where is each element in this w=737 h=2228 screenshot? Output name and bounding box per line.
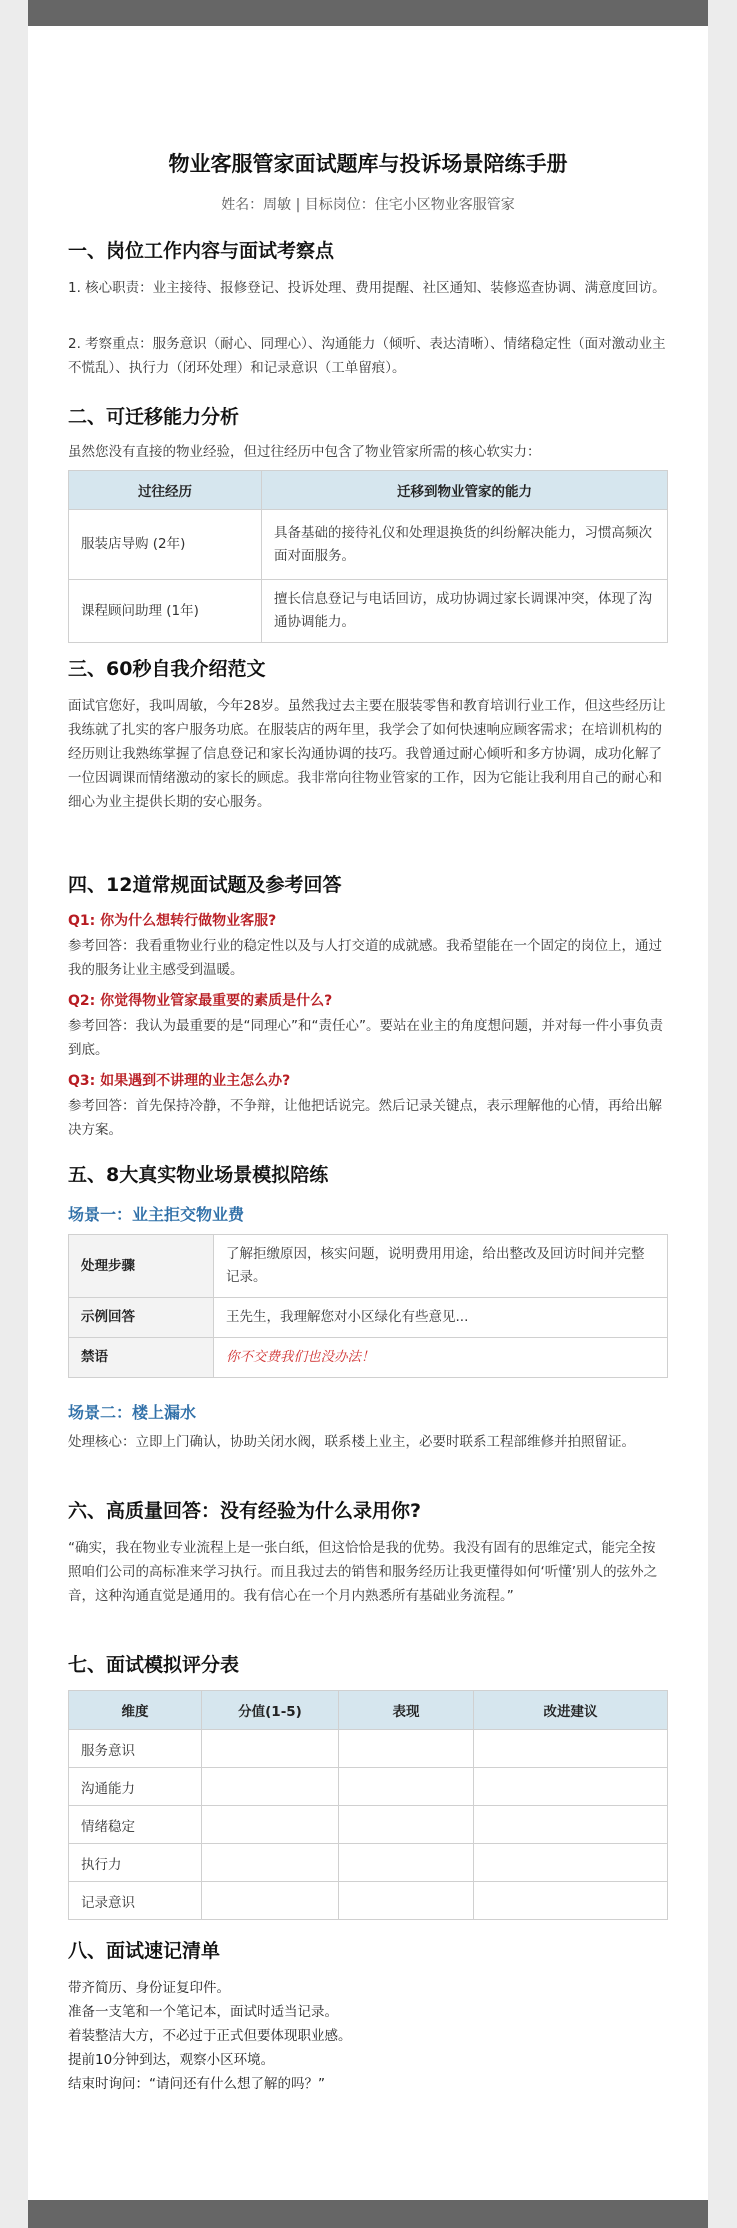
performance-cell[interactable] <box>339 1844 474 1882</box>
question-3: Q3: 如果遇到不讲理的业主怎么办? <box>68 1073 291 1089</box>
table-row <box>69 580 668 643</box>
table-row <box>69 1882 668 1920</box>
row-label: 禁语 <box>69 1338 214 1378</box>
section-2-heading: 二、可迁移能力分析 <box>68 406 240 428</box>
row-value: 了解拒缴原因，核实问题，说明费用用途，给出整改及回访时间并完整记录。 <box>214 1235 668 1298</box>
transferable-skills-table <box>68 470 668 643</box>
section-1-paragraph-1: 1. 核心职责：业主接待、报修登记、投诉处理、费用提醒、社区通知、装修巡查协调、满意度回访。 <box>68 280 666 296</box>
table-row <box>69 1844 668 1882</box>
section-7-heading: 七、面试模拟评分表 <box>68 1654 240 1676</box>
checklist <box>68 1976 668 2096</box>
row-label: 处理步骤 <box>69 1235 214 1298</box>
top-scroll-bar <box>28 0 708 26</box>
checklist-item: 结束时询问：“请问还有什么想了解的吗？” <box>68 2076 325 2092</box>
document-title: 物业客服管家面试题库与投诉场景陪练手册 <box>168 152 568 176</box>
scenario-1-table <box>68 1234 668 1378</box>
section-8-heading: 八、面试速记清单 <box>68 1940 221 1962</box>
ability-cell: 具备基础的接待礼仪和处理退换货的纠纷解决能力，习惯高频次面对面服务。 <box>262 510 668 580</box>
score-cell[interactable] <box>202 1806 339 1844</box>
experience-cell: 服装店导购 (2年) <box>69 510 262 580</box>
dimension-cell: 记录意识 <box>69 1882 202 1920</box>
ability-cell: 擅长信息登记与电话回访，成功协调过家长调课冲突，体现了沟通协调能力。 <box>262 580 668 643</box>
table-header-cell: 分值(1-5) <box>202 1691 339 1730</box>
performance-cell[interactable] <box>339 1806 474 1844</box>
answer-1: 参考回答：我看重物业行业的稳定性以及与人打交道的成就感。我希望能在一个固定的岗位上，通过我的服务让业主感受到温暖。 <box>68 938 662 978</box>
scoring-table <box>68 1690 668 1920</box>
section-4-heading: 四、12道常规面试题及参考回答 <box>68 874 342 896</box>
table-row <box>69 1730 668 1768</box>
self-introduction-text: 面试官您好，我叫周敏，今年28岁。虽然我过去主要在服装零售和教育培训行业工作，但这些经历让我练就了扎实的客户服务功底。在服装店的两年里，我学会了如何快速响应顾客需求；在培训机构的经历则让我熟练掌握了信息登记和家长沟通协调的技巧。我曾通过耐心倾听和多方协调，成功化解了一位因调课而情绪激动的家长的顾虑。我非常向往物业管家的工作，因为它能让我利用自己的耐心和细心为业主提供长期的安心服务。 <box>68 698 666 810</box>
table-header-cell: 过往经历 <box>69 471 262 510</box>
answer-3: 参考回答：首先保持冷静，不争辩，让他把话说完。然后记录关键点，表示理解他的心情，再给出解决方案。 <box>68 1098 662 1138</box>
table-row <box>69 1298 668 1338</box>
score-cell[interactable] <box>202 1730 339 1768</box>
suggestion-cell[interactable] <box>474 1844 668 1882</box>
suggestion-cell[interactable] <box>474 1806 668 1844</box>
answer-2: 参考回答：我认为最重要的是“同理心”和“责任心”。要站在业主的角度想问题，并对每一件小事负责到底。 <box>68 1018 663 1058</box>
dimension-cell: 执行力 <box>69 1844 202 1882</box>
dimension-cell: 服务意识 <box>69 1730 202 1768</box>
scenario-1-title: 场景一：业主拒交物业费 <box>68 1205 245 1224</box>
table-header-cell: 维度 <box>69 1691 202 1730</box>
table-row <box>69 510 668 580</box>
row-value: 王先生，我理解您对小区绿化有些意见... <box>214 1298 668 1338</box>
scenario-2-text: 处理核心：立即上门确认，协助关闭水阀，联系楼上业主，必要时联系工程部维修并拍照留证。 <box>68 1434 635 1450</box>
section-2-intro: 虽然您没有直接的物业经验，但过往经历中包含了物业管家所需的核心软实力： <box>68 444 541 460</box>
section-6-heading: 六、高质量回答：没有经验为什么录用你? <box>68 1500 422 1522</box>
section-1-heading: 一、岗位工作内容与面试考察点 <box>68 240 335 262</box>
score-cell[interactable] <box>202 1844 339 1882</box>
checklist-item: 着装整洁大方，不必过于正式但要体现职业感。 <box>68 2028 352 2044</box>
table-header-cell: 迁移到物业管家的能力 <box>262 471 668 510</box>
row-label: 示例回答 <box>69 1298 214 1338</box>
suggestion-cell[interactable] <box>474 1882 668 1920</box>
checklist-item: 提前10分钟到达，观察小区环境。 <box>68 2052 275 2068</box>
quality-answer-text: “确实，我在物业专业流程上是一张白纸，但这恰恰是我的优势。我没有固有的思维定式，能完全按照咱们公司的高标准来学习执行。而且我过去的销售和服务经历让我更懂得如何‘听懂’别人的弦外之音，这种沟通直觉是通用的。我有信心在一个月内熟悉所有基础业务流程。” <box>68 1540 658 1604</box>
suggestion-cell[interactable] <box>474 1730 668 1768</box>
document-page <box>28 26 708 2200</box>
checklist-item: 带齐简历、身份证复印件。 <box>68 1980 230 1996</box>
table-header-row <box>69 1691 668 1730</box>
forbidden-phrase: 你不交费我们也没办法！ <box>214 1338 668 1378</box>
section-3-heading: 三、60秒自我介绍范文 <box>68 658 266 680</box>
experience-cell: 课程顾问助理 (1年) <box>69 580 262 643</box>
performance-cell[interactable] <box>339 1882 474 1920</box>
performance-cell[interactable] <box>339 1730 474 1768</box>
dimension-cell: 情绪稳定 <box>69 1806 202 1844</box>
question-2: Q2: 你觉得物业管家最重要的素质是什么? <box>68 993 333 1009</box>
table-row <box>69 1338 668 1378</box>
document-subtitle: 姓名：周敏 | 目标岗位：住宅小区物业客服管家 <box>221 197 515 213</box>
question-1: Q1: 你为什么想转行做物业客服? <box>68 913 277 929</box>
table-header-cell: 改进建议 <box>474 1691 668 1730</box>
bottom-scroll-bar <box>28 2200 708 2228</box>
section-1-paragraph-2: 2. 考察重点：服务意识（耐心、同理心）、沟通能力（倾听、表达清晰）、情绪稳定性（面对激动业主不慌乱）、执行力（闭环处理）和记录意识（工单留痕）。 <box>68 336 666 376</box>
section-5-heading: 五、8大真实物业场景模拟陪练 <box>68 1164 329 1186</box>
table-header-cell: 表现 <box>339 1691 474 1730</box>
table-row <box>69 1235 668 1298</box>
score-cell[interactable] <box>202 1768 339 1806</box>
suggestion-cell[interactable] <box>474 1768 668 1806</box>
dimension-cell: 沟通能力 <box>69 1768 202 1806</box>
scenario-2-title: 场景二：楼上漏水 <box>68 1403 197 1422</box>
checklist-item: 准备一支笔和一个笔记本，面试时适当记录。 <box>68 2004 338 2020</box>
table-row <box>69 1806 668 1844</box>
performance-cell[interactable] <box>339 1768 474 1806</box>
table-row <box>69 1768 668 1806</box>
score-cell[interactable] <box>202 1882 339 1920</box>
table-header-row <box>69 471 668 510</box>
